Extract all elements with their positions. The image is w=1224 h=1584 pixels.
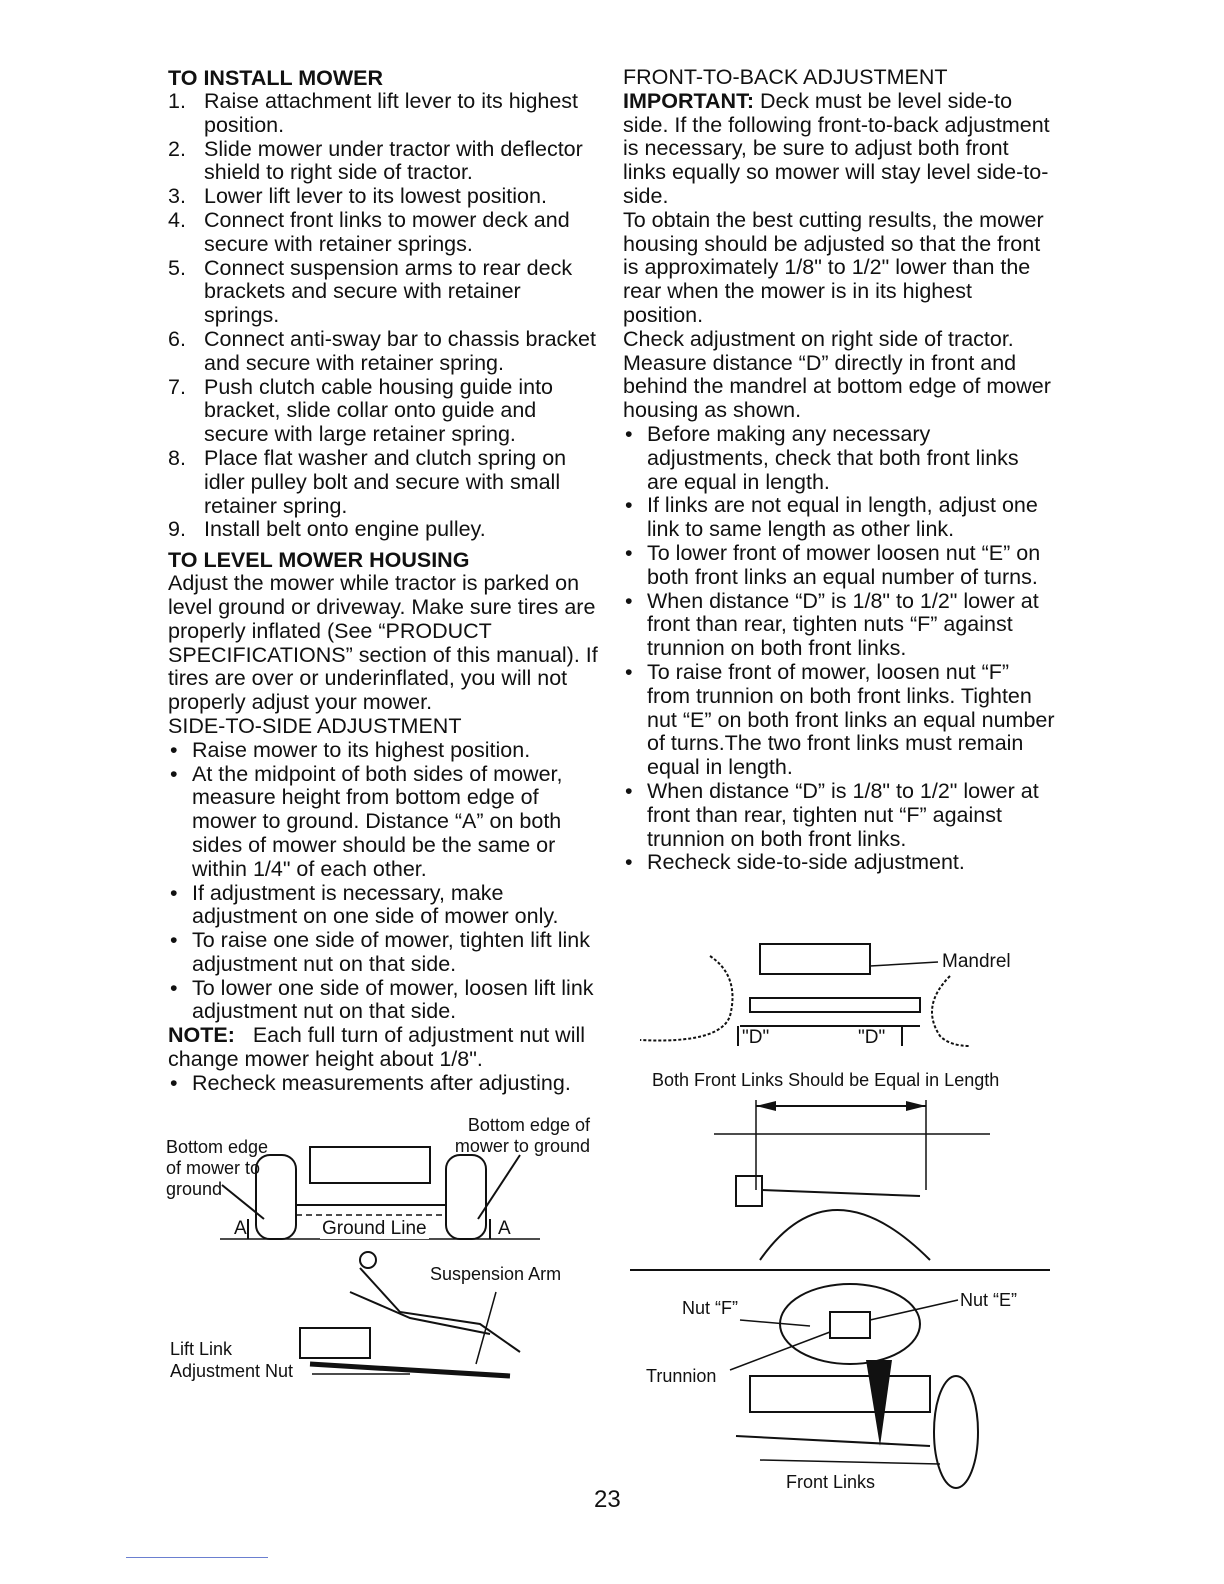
suspension-arm-label: Suspension Arm <box>430 1264 562 1284</box>
important-text: Deck must be level side-to side. If the following front-to-back adjustment is necessary, be sure to adjust both front links equally so mower will stay level side-to-side. <box>623 88 1050 208</box>
front-links-figure <box>640 1280 1060 1500</box>
right-column <box>623 66 1055 875</box>
list-item: 6. Connect anti-sway bar to chassis bracket and secure with retainer spring. <box>168 326 596 375</box>
list-item: 1. Raise attachment lift lever to its highest position. <box>168 89 579 137</box>
note <box>168 1024 600 1072</box>
level-intro: Adjust the mower while tractor is parked on level ground or driveway. Make sure tires are properly inflated (See “PRODUCT SPECIFICATIONS” section of this manual). If tires are over or underinflated, you will not properly adjust your mower. <box>168 571 598 715</box>
side-to-side-heading: SIDE-TO-SIDE ADJUSTMENT <box>168 713 462 738</box>
page-number: 23 <box>594 1486 621 1513</box>
important-label: IMPORTANT: <box>623 88 754 113</box>
distance-d-left: "D" <box>742 1027 770 1048</box>
list-item: • To raise one side of mower, tighten lift link adjustment nut on that side. <box>168 929 600 977</box>
list-item: • To raise front of mower, loosen nut “F” from trunnion on both front links. Tighten nut “E” on both front links an equal number of turns.The two front links must remain equal in length. <box>623 661 1055 780</box>
tire-detail-drawing <box>630 1100 1050 1272</box>
list-item: 9. Install belt onto engine pulley. <box>168 517 486 542</box>
list-item: • If adjustment is necessary, make adjustment on one side of mower only. <box>168 882 600 930</box>
nut-f-label: Nut “F” <box>682 1298 738 1318</box>
front-to-back-heading: FRONT-TO-BACK ADJUSTMENT <box>623 65 948 89</box>
list-item: • When distance “D” is 1/8" to 1/2" lower at front than rear, tighten nut “F” against trunnion on both front links. <box>623 780 1055 851</box>
lift-link-label: Lift Link Adjustment Nut <box>170 1339 294 1381</box>
list-item: 2. Slide mower under tractor with deflector shield to right side of tractor. <box>168 136 583 185</box>
list-item: • To lower one side of mower, loosen lift link adjustment nut on that side. <box>168 977 600 1025</box>
mandrel-label: Mandrel <box>942 951 1011 972</box>
suspension-drawing <box>160 1252 600 1392</box>
important-note <box>623 90 1055 209</box>
left-column <box>168 66 600 1096</box>
list-item: • When distance “D” is 1/8" to 1/2" lower at front than rear, tighten nuts “F” against trunnion on both front links. <box>623 590 1055 661</box>
list-item: • If links are not equal in length, adjust one link to same length as other link. <box>623 494 1055 542</box>
paragraph: Check adjustment on right side of tractor. Measure distance “D” directly in front and behind the mandrel at bottom edge of mower housing as shown. <box>623 326 1051 423</box>
distance-d-right: "D" <box>858 1027 886 1048</box>
bottom-edge-right-label: Bottom edge of mower to ground <box>454 1115 590 1156</box>
distance-a-left: A <box>234 1218 247 1239</box>
footer-rule <box>126 1557 268 1558</box>
trunnion-label: Trunnion <box>646 1366 717 1386</box>
level-housing-heading: TO LEVEL MOWER HOUSING <box>168 548 470 573</box>
mandrel-caption: Both Front Links Should be Equal in Length <box>652 1070 1000 1090</box>
install-mower-heading: TO INSTALL MOWER <box>168 66 383 90</box>
list-item: • Recheck measurements after adjusting. <box>168 1072 600 1096</box>
list-item: 8. Place flat washer and clutch spring on idler pulley bolt and secure with small retainer spring. <box>168 445 567 518</box>
side-level-figure <box>160 1115 600 1245</box>
side-bullets <box>168 739 600 1025</box>
nut-e-label: Nut “E” <box>960 1290 1018 1310</box>
suspension-figure <box>160 1252 600 1392</box>
list-item: 7. Push clutch cable housing guide into bracket, slide collar onto guide and secure with large retainer spring. <box>168 374 554 447</box>
list-item: 4. Connect front links to mower deck and secure with retainer springs. <box>168 207 570 256</box>
list-item: • To lower front of mower loosen nut “E” on both front links an equal number of turns. <box>623 542 1055 590</box>
recheck-list <box>168 1072 600 1096</box>
list-item: • At the midpoint of both sides of mower, measure height from bottom edge of mower to ground. Distance “A” on both sides of mower should be the same or within 1/4" of each other. <box>168 763 600 882</box>
tire-detail-figure <box>630 1100 1050 1270</box>
paragraph: To obtain the best cutting results, the mower housing should be adjusted so that the front is approximately 1/8" to 1/2" lower than the rear when the mower is in its highest position. <box>623 207 1044 327</box>
front-links-label: Front Links <box>786 1472 876 1492</box>
list-item: 3. Lower lift lever to its lowest position. <box>168 184 547 209</box>
list-item: • Before making any necessary adjustments, check that both front links are equal in length. <box>623 423 1055 494</box>
list-item: • Raise mower to its highest position. <box>168 739 600 763</box>
install-steps <box>168 90 600 542</box>
bottom-edge-left-label: Bottom edge of mower to ground <box>166 1137 269 1199</box>
mandrel-figure <box>620 936 1050 1096</box>
ground-line-label: Ground Line <box>322 1218 427 1239</box>
list-item: • Recheck side-to-side adjustment. <box>623 851 1055 875</box>
distance-a-right: A <box>498 1218 511 1239</box>
note-label: NOTE: <box>168 1023 235 1048</box>
note-text: Each full turn of adjustment nut will change mower height about 1/8". <box>168 1023 586 1072</box>
list-item: 5. Connect suspension arms to rear deck brackets and secure with retainer springs. <box>168 255 573 328</box>
ftb-bullets <box>623 423 1055 875</box>
